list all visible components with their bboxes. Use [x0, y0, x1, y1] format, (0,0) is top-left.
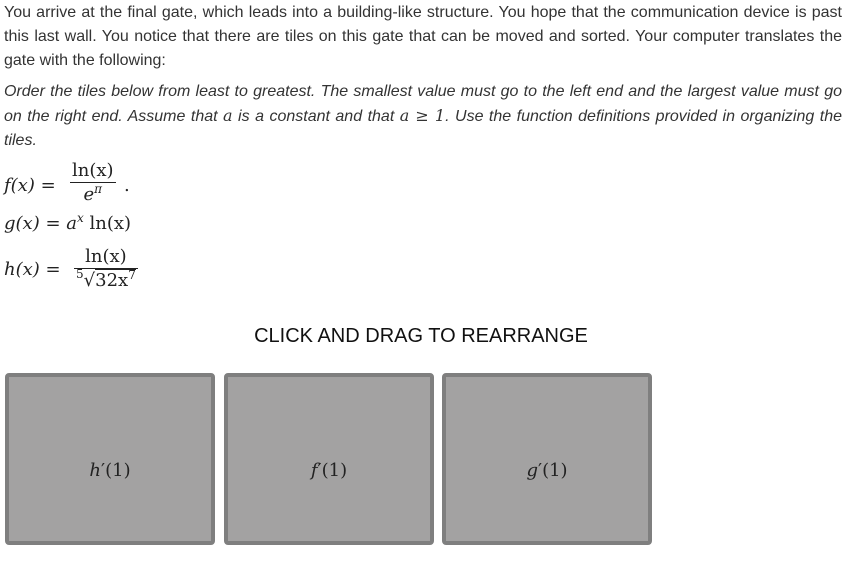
- definition-h-radicand: [95, 269, 136, 291]
- definition-g-lhs: g(x) = a: [4, 213, 77, 234]
- intro-paragraph: You arrive at the final gate, which leads into a building-like structure. You hope that the communication device is past this last wall. You notice that there are tiles on this gate that can be moved and sorted. Your computer translates the gate with the following:: [4, 4, 842, 69]
- definition-f-fraction: [70, 160, 116, 205]
- instructions-condition: a ≥ 1: [399, 106, 446, 125]
- tile-label: h′(1): [89, 460, 131, 481]
- instructions-part1: Order the tiles below from least to greatest. The smallest value must go to the left end and the largest value must go on the right end. Assume that: [4, 83, 842, 125]
- drag-instruction-label: CLICK AND DRAG TO REARRANGE: [254, 325, 588, 347]
- definition-h-radicand-exp: 7: [128, 268, 136, 282]
- instructions-part2: is a constant and that: [232, 108, 400, 125]
- definition-h-root-index: 5: [76, 267, 84, 281]
- instructions-paragraph: [4, 80, 842, 153]
- instructions-var-a: a: [223, 106, 233, 125]
- definition-f-den-base: e: [83, 184, 95, 205]
- definition-g-rest: ln(x): [83, 213, 132, 234]
- definition-h-radicand-base: 32x: [95, 270, 129, 291]
- definition-h-denominator: $^5√32x^7$: [76, 267, 136, 291]
- definition-g: [4, 213, 131, 234]
- tile-label: f′(1): [310, 460, 348, 481]
- definition-f-trailing: .: [124, 175, 130, 196]
- definition-f-numerator: ln(x): [72, 160, 114, 181]
- tile-f-prime[interactable]: [224, 373, 434, 545]
- instructions-part3: . Use the function definitions provided in organizing the tiles.: [4, 108, 842, 149]
- definition-h-numerator: ln(x): [85, 246, 127, 267]
- definition-f-den-exp: π: [94, 182, 103, 196]
- definition-g-exp: x: [76, 211, 84, 225]
- tile-g-prime[interactable]: [442, 373, 652, 545]
- definition-f-denominator: [70, 184, 116, 205]
- definition-h-lhs: h(x) =: [4, 259, 61, 280]
- definition-h-fraction: [74, 246, 138, 291]
- definition-f-lhs: f(x) =: [4, 175, 56, 196]
- tile-h-prime[interactable]: [5, 373, 215, 545]
- tile-label: g′(1): [526, 460, 568, 481]
